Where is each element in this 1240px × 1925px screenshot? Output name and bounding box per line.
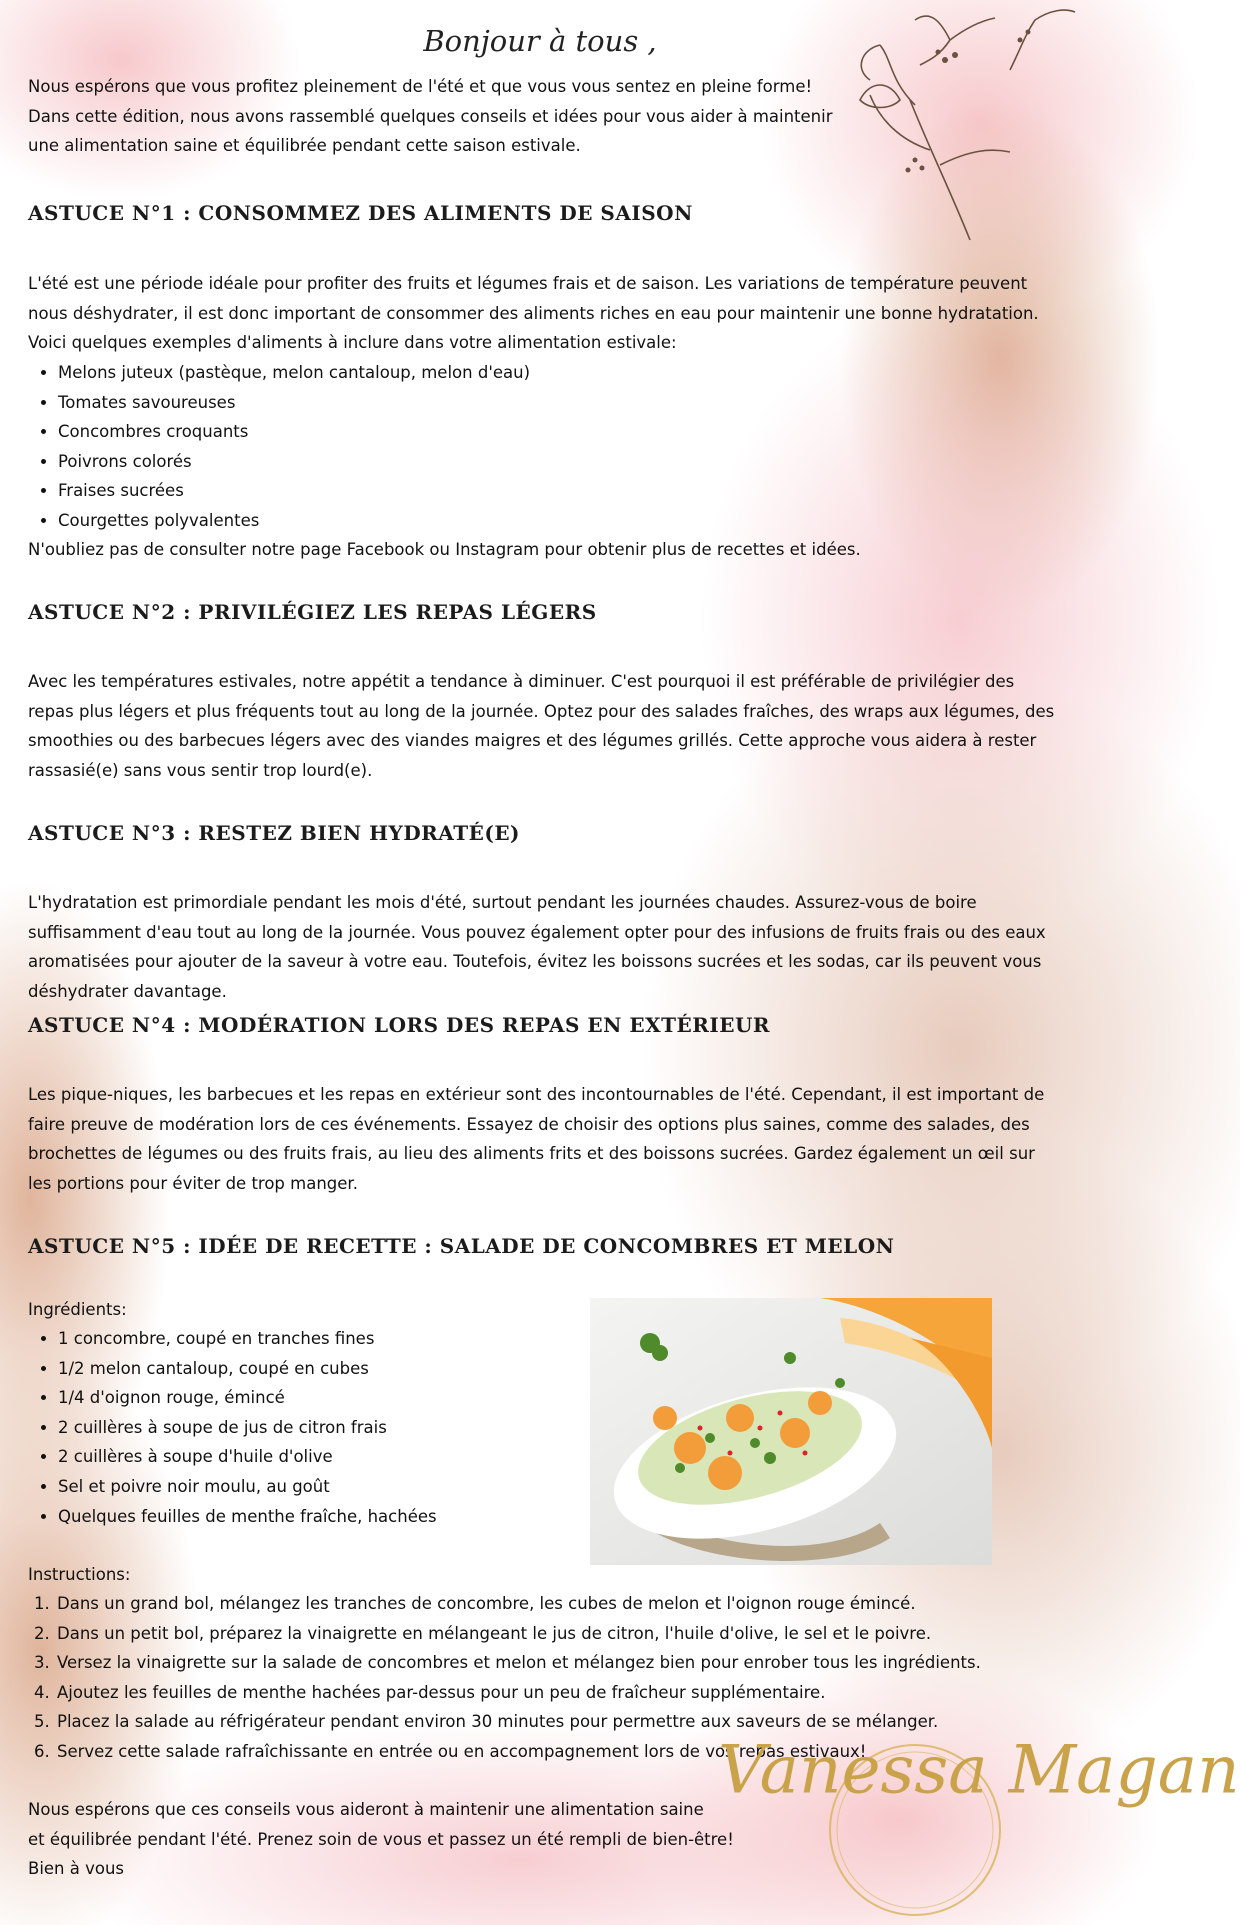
tip5-title: ASTUCE N°5 : IDÉE DE RECETTE : SALADE DE CONCOMBRES ET MELON [28,1234,895,1258]
list-item: • Tomates savoureuses [58,388,530,418]
ingredients-list [28,1324,588,1531]
list-item: • Quelques feuilles de menthe fraîche, hachées [58,1502,588,1532]
list-item: • Courgettes polyvalentes [58,506,530,536]
list-item: • Poivrons colorés [58,447,530,477]
list-item: 4. Ajoutez les feuilles de menthe hachées par-dessus pour un peu de fraîcheur supplémentaire. [55,1678,981,1708]
intro-line-1: Nous espérons que vous profitez pleinement de l'été et que vous vous sentez en pleine forme! [28,77,813,96]
tip4-body: Les pique-niques, les barbecues et les repas en extérieur sont des incontournables de l'été. Cependant, il est important de faire preuve de modération lors de ces événements. Essayez de choisir des options plus saines, comme des salades, des brochettes de légumes ou des fruits frais, au lieu des aliments frits et des boissons sucrées. Gardez également un œil sur les portions pour éviter de trop manger. [28,1085,1045,1193]
list-item: 5. Placez la salade au réfrigérateur pendant environ 30 minutes pour permettre aux saveurs de se mélanger. [55,1707,981,1737]
intro-line-2: Dans cette édition, nous avons rassemblé quelques conseils et idées pour vous aider à maintenir [28,107,833,126]
tip2-body: Avec les températures estivales, notre appétit a tendance à diminuer. C'est pourquoi il est préférable de privilégier des repas plus légers et plus fréquents tout au long de la journée. Optez pour des salades fraîches, des wraps aux légumes, des smoothies ou des barbecues légers avec des viandes maigres et des légumes grillés. Cette approche vous aidera à rester rassasié(e) sans vous sentir trop lourd(e). [28,672,1055,780]
list-item: • 2 cuillères à soupe de jus de citron frais [58,1413,588,1443]
closing-line-3: Bien à vous [28,1859,125,1878]
salad-photo [590,1298,992,1565]
list-item: • 1/2 melon cantaloup, coupé en cubes [58,1354,588,1384]
list-item: 3. Versez la vinaigrette sur la salade de concombres et melon et mélangez bien pour enrober tous les ingrédients. [55,1648,981,1678]
list-item: • 1 concombre, coupé en tranches fines [58,1324,588,1354]
greeting: Bonjour à tous , [423,24,657,58]
list-item: 1. Dans un grand bol, mélangez les tranches de concombre, les cubes de melon et l'oignon rouge émincé. [55,1589,981,1619]
closing-line-1: Nous espérons que ces conseils vous aideront à maintenir une alimentation saine [28,1800,704,1819]
list-item: • Melons juteux (pastèque, melon cantaloup, melon d'eau) [58,358,530,388]
list-item: • Concombres croquants [58,417,530,447]
tip1-list [28,358,530,536]
tip4-title: ASTUCE N°4 : MODÉRATION LORS DES REPAS EN EXTÉRIEUR [28,1013,771,1037]
list-item: • Sel et poivre noir moulu, au goût [58,1472,588,1502]
tip1-note: N'oubliez pas de consulter notre page Facebook ou Instagram pour obtenir plus de recettes et idées. [28,540,861,559]
signature: Vanessa Magan [718,1731,1240,1809]
list-item: • 1/4 d'oignon rouge, émincé [58,1383,588,1413]
tip3-title: ASTUCE N°3 : RESTEZ BIEN HYDRATÉ(E) [28,821,521,845]
closing-line-2: et équilibrée pendant l'été. Prenez soin de vous et passez un été rempli de bien-être! [28,1830,734,1849]
list-item: 6. Servez cette salade rafraîchissante en entrée ou en accompagnement lors de vos repas estivaux! [55,1737,981,1767]
tip1-body: L'été est une période idéale pour profiter des fruits et légumes frais et de saison. Les variations de température peuvent nous déshydrater, il est donc important de consommer des aliments riches en eau pour maintenir une bonne hydratation. Voici quelques exemples d'aliments à inclure dans votre alimentation estivale: [28,274,1039,352]
ingredients-label: Ingrédients: [28,1300,127,1319]
tip1-title: ASTUCE N°1 : CONSOMMEZ DES ALIMENTS DE SAISON [28,201,693,225]
list-item: • Fraises sucrées [58,476,530,506]
tip2-title: ASTUCE N°2 : PRIVILÉGIEZ LES REPAS LÉGERS [28,600,597,624]
tip3-body: L'hydratation est primordiale pendant les mois d'été, surtout pendant les journées chaudes. Assurez-vous de boire suffisamment d'eau tout au long de la journée. Vous pouvez également opter pour des infusions de fruits frais ou des eaux aromatisées pour ajouter de la saveur à votre eau. Toutefois, évitez les boissons sucrées et les sodas, car ils peuvent vous déshydrater davantage. [28,893,1046,1001]
list-item: • 2 cuillères à soupe d'huile d'olive [58,1442,588,1472]
instructions-label: Instructions: [28,1565,131,1584]
intro-line-3: une alimentation saine et équilibrée pendant cette saison estivale. [28,136,581,155]
list-item: 2. Dans un petit bol, préparez la vinaigrette en mélangeant le jus de citron, l'huile d'olive, le sel et le poivre. [55,1619,981,1649]
